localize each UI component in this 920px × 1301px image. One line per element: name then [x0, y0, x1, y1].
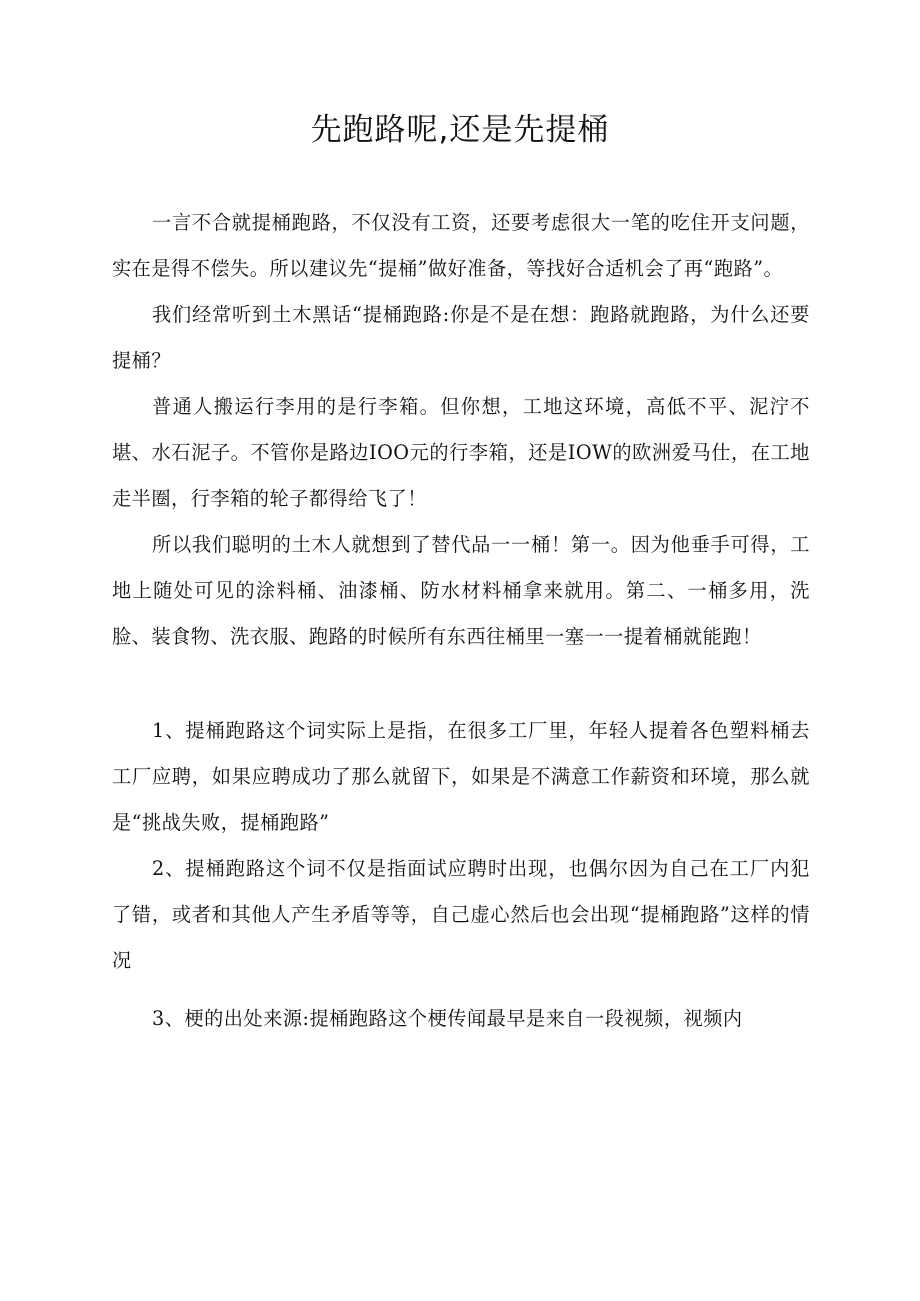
paragraph-4: 所以我们聪明的土木人就想到了替代品一一桶！第一。因为他垂手可得，工地上随处可见的涂料桶、油漆桶、防水材料桶拿来就用。第二、一桶多用，洗脸、装食物、洗衣服、跑路的时候所有东西往桶里一塞一一提着桶就能跑！ [112, 533, 810, 648]
list-item-1: 1、提桶跑路这个词实际上是指，在很多工厂里，年轻人提着各色塑料桶去工厂应聘，如果应聘成功了那么就留下，如果是不满意工作薪资和环境，那么就是“挑战失败，提桶跑路” [112, 719, 810, 834]
section-gap [112, 660, 810, 708]
paragraph-3: 普通人搬运行李用的是行李箱。但你想，工地这环境，高低不平、泥泞不堪、水石泥子。不管你是路边IOO元的行李箱，还是IOW的欧洲爱马仕，在工地走半圈，行李箱的轮子都得给飞了！ [112, 395, 810, 510]
list-item-3: 3、梗的出处来源:提桶跑路这个梗传闻最早是来自一段视频，视频内 [152, 1007, 743, 1030]
document-body [112, 200, 810, 1042]
list-item-2: 2、提桶跑路这个词不仅是指面试应聘时出现，也偶尔因为自己在工厂内犯了错，或者和其他人产生矛盾等等，自己虚心然后也会出现“提桶跑路”这样的情况 [112, 857, 810, 972]
page-title: 先跑路呢,还是先提桶 [310, 112, 610, 148]
paragraph-2: 我们经常听到土木黑话“提桶跑路:你是不是在想：跑路就跑路，为什么还要提桶？ [112, 303, 810, 372]
paragraph-1: 一言不合就提桶跑路，不仅没有工资，还要考虑很大一笔的吃住开支问题，实在是得不偿失。所以建议先“提桶”做好准备，等找好合适机会了再“跑路”。 [112, 211, 810, 280]
